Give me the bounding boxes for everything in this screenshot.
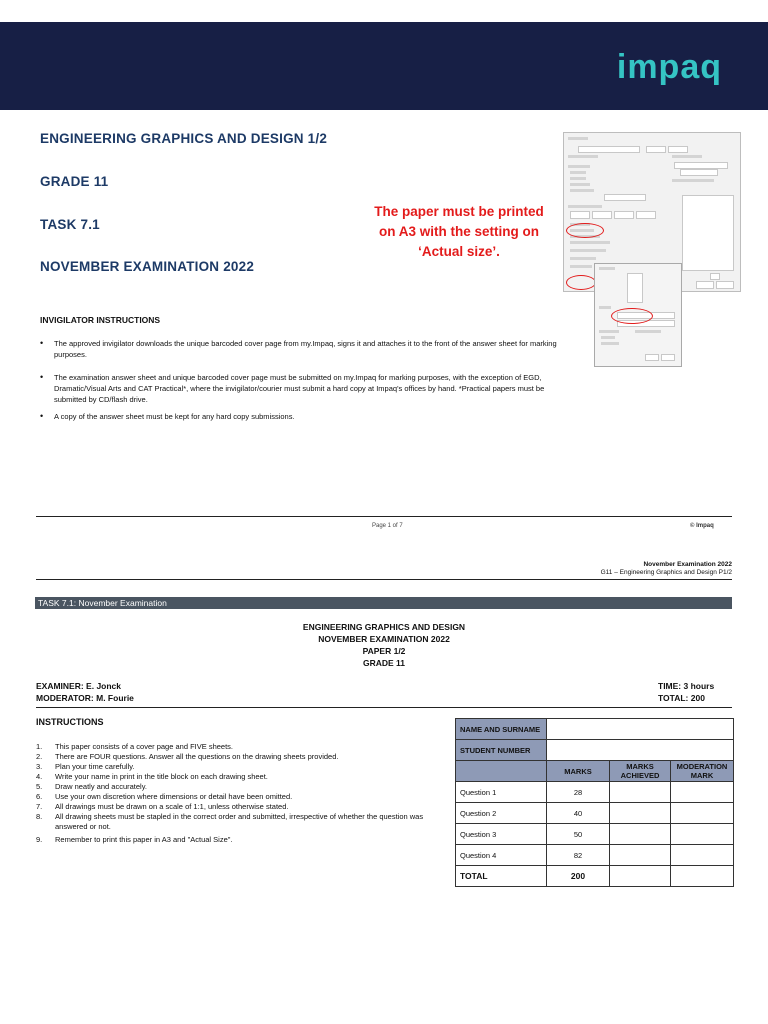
moderation-mark-cell[interactable]: [671, 782, 734, 803]
paper-heading-subject: ENGINEERING GRAPHICS AND DESIGN: [302, 622, 466, 632]
marks-achieved-header: MARKS ACHIEVED: [610, 761, 671, 782]
total-achieved-cell[interactable]: [610, 866, 671, 887]
print-note: [360, 202, 558, 262]
bullet-dot: •: [40, 372, 44, 382]
bullet-dot: •: [40, 411, 44, 421]
a3-size-highlight: [611, 308, 653, 324]
copyright: © Impaq: [690, 523, 714, 529]
moderation-mark-header: MODERATION MARK: [671, 761, 734, 782]
page-setup-dialog-screenshot: [594, 263, 682, 367]
question-label: Question 4: [456, 845, 547, 866]
question-marks: 82: [547, 845, 610, 866]
task-bar-label: TASK 7.1: November Examination: [38, 598, 167, 608]
footer-divider: [36, 516, 732, 517]
question-label: Question 2: [456, 803, 547, 824]
page-setup-highlight: [566, 275, 596, 290]
total-moderation-cell[interactable]: [671, 866, 734, 887]
question-label: Question 1: [456, 782, 547, 803]
invigilator-heading: INVIGILATOR INSTRUCTIONS: [40, 315, 161, 325]
student-number-label: STUDENT NUMBER: [456, 740, 547, 761]
name-label: NAME AND SURNAME: [456, 719, 547, 740]
marks-achieved-cell[interactable]: [610, 803, 671, 824]
name-input-cell[interactable]: [547, 719, 734, 740]
instruction-item: 8. All drawing sheets must be stapled in the correct order and submitted, irrespective of whether the question was answered or not.: [36, 812, 424, 831]
table-row: [456, 845, 734, 866]
exam-title: NOVEMBER EXAMINATION 2022: [40, 259, 255, 274]
instruction-item: 9. Remember to print this paper in A3 and "Actual Size".: [36, 835, 233, 844]
actual-size-highlight: [566, 223, 604, 238]
table-row: [456, 824, 734, 845]
running-head-exam: November Examination 2022: [643, 561, 732, 568]
moderation-mark-cell[interactable]: [671, 845, 734, 866]
impaq-logo: impaq: [616, 48, 722, 86]
subject-title: ENGINEERING GRAPHICS AND DESIGN 1/2: [40, 131, 328, 146]
instruction-item: 7. All drawings must be drawn on a scale of 1:1, unless otherwise stated.: [36, 802, 289, 811]
bullet-item: • The examination answer sheet and unique barcoded cover page must be submitted on my.Impaq for marking purposes, with the exception of EGD, Dramatic/Visual Arts and CAT Practical*, where the invigilator/courier must submit a hard copy at Impaq's offices by hand. *Practical papers must be submitted by CD/flash drive.: [40, 372, 545, 404]
instruction-item: 3. Plan your time carefully.: [36, 762, 135, 771]
page-number: Page 1 of 7: [372, 523, 403, 529]
moderation-mark-cell[interactable]: [671, 803, 734, 824]
moderator: MODERATOR: M. Fourie: [36, 693, 134, 703]
header-blank: [456, 761, 547, 782]
running-head-subject: G11 – Engineering Graphics and Design P1/2: [600, 569, 732, 576]
total-label: TOTAL: [456, 866, 547, 887]
grade-title: GRADE 11: [40, 174, 109, 189]
header-divider: [36, 579, 732, 580]
bullet-item: • A copy of the answer sheet must be kept for any hard copy submissions.: [40, 411, 295, 421]
marks-header: MARKS: [547, 761, 610, 782]
task-title: TASK 7.1: [40, 217, 100, 232]
question-marks: 28: [547, 782, 610, 803]
bullet-item: • The approved invigilator downloads the unique barcoded cover page from my.Impaq, signs it and attaches it to the front of the answer sheet for marking purposes.: [40, 338, 557, 359]
question-label: Question 3: [456, 824, 547, 845]
name-row: [456, 719, 734, 740]
question-marks: 50: [547, 824, 610, 845]
instruction-item: 4. Write your name in print in the title block on each drawing sheet.: [36, 772, 268, 781]
top-margin: [0, 0, 768, 22]
instruction-item: 5. Draw neatly and accurately.: [36, 782, 147, 791]
moderation-mark-cell[interactable]: [671, 824, 734, 845]
question-marks: 40: [547, 803, 610, 824]
print-note-line-2: on A3 with the setting on: [379, 224, 539, 239]
print-note-line-3: ‘Actual size’.: [418, 244, 500, 259]
table-row: [456, 782, 734, 803]
examiner: EXAMINER: E. Jonck: [36, 681, 122, 691]
student-number-row: [456, 740, 734, 761]
instruction-item: 1. This paper consists of a cover page and FIVE sheets.: [36, 742, 234, 751]
student-number-cell[interactable]: [547, 740, 734, 761]
exam-total: TOTAL: 200: [658, 693, 705, 703]
marks-achieved-cell[interactable]: [610, 845, 671, 866]
marks-achieved-cell[interactable]: [610, 824, 671, 845]
marks-table: [455, 718, 734, 887]
total-row: [456, 866, 734, 887]
paper-heading-exam: NOVEMBER EXAMINATION 2022: [318, 634, 450, 644]
bullet-dot: •: [40, 338, 44, 348]
table-header-row: [456, 761, 734, 782]
total-marks: 200: [547, 866, 610, 887]
print-note-line-1: The paper must be printed: [374, 204, 544, 219]
instructions-heading: INSTRUCTIONS: [36, 717, 104, 727]
exam-time: TIME: 3 hours: [658, 681, 715, 691]
instruction-item: 2. There are FOUR questions. Answer all the questions on the drawing sheets provided.: [36, 752, 339, 761]
meta-divider: [36, 707, 732, 708]
paper-heading-paper: PAPER 1/2: [362, 646, 406, 656]
paper-heading-grade: GRADE 11: [362, 658, 406, 668]
instruction-item: 6. Use your own discretion where dimensions or detail have been omitted.: [36, 792, 293, 801]
table-row: [456, 803, 734, 824]
marks-achieved-cell[interactable]: [610, 782, 671, 803]
